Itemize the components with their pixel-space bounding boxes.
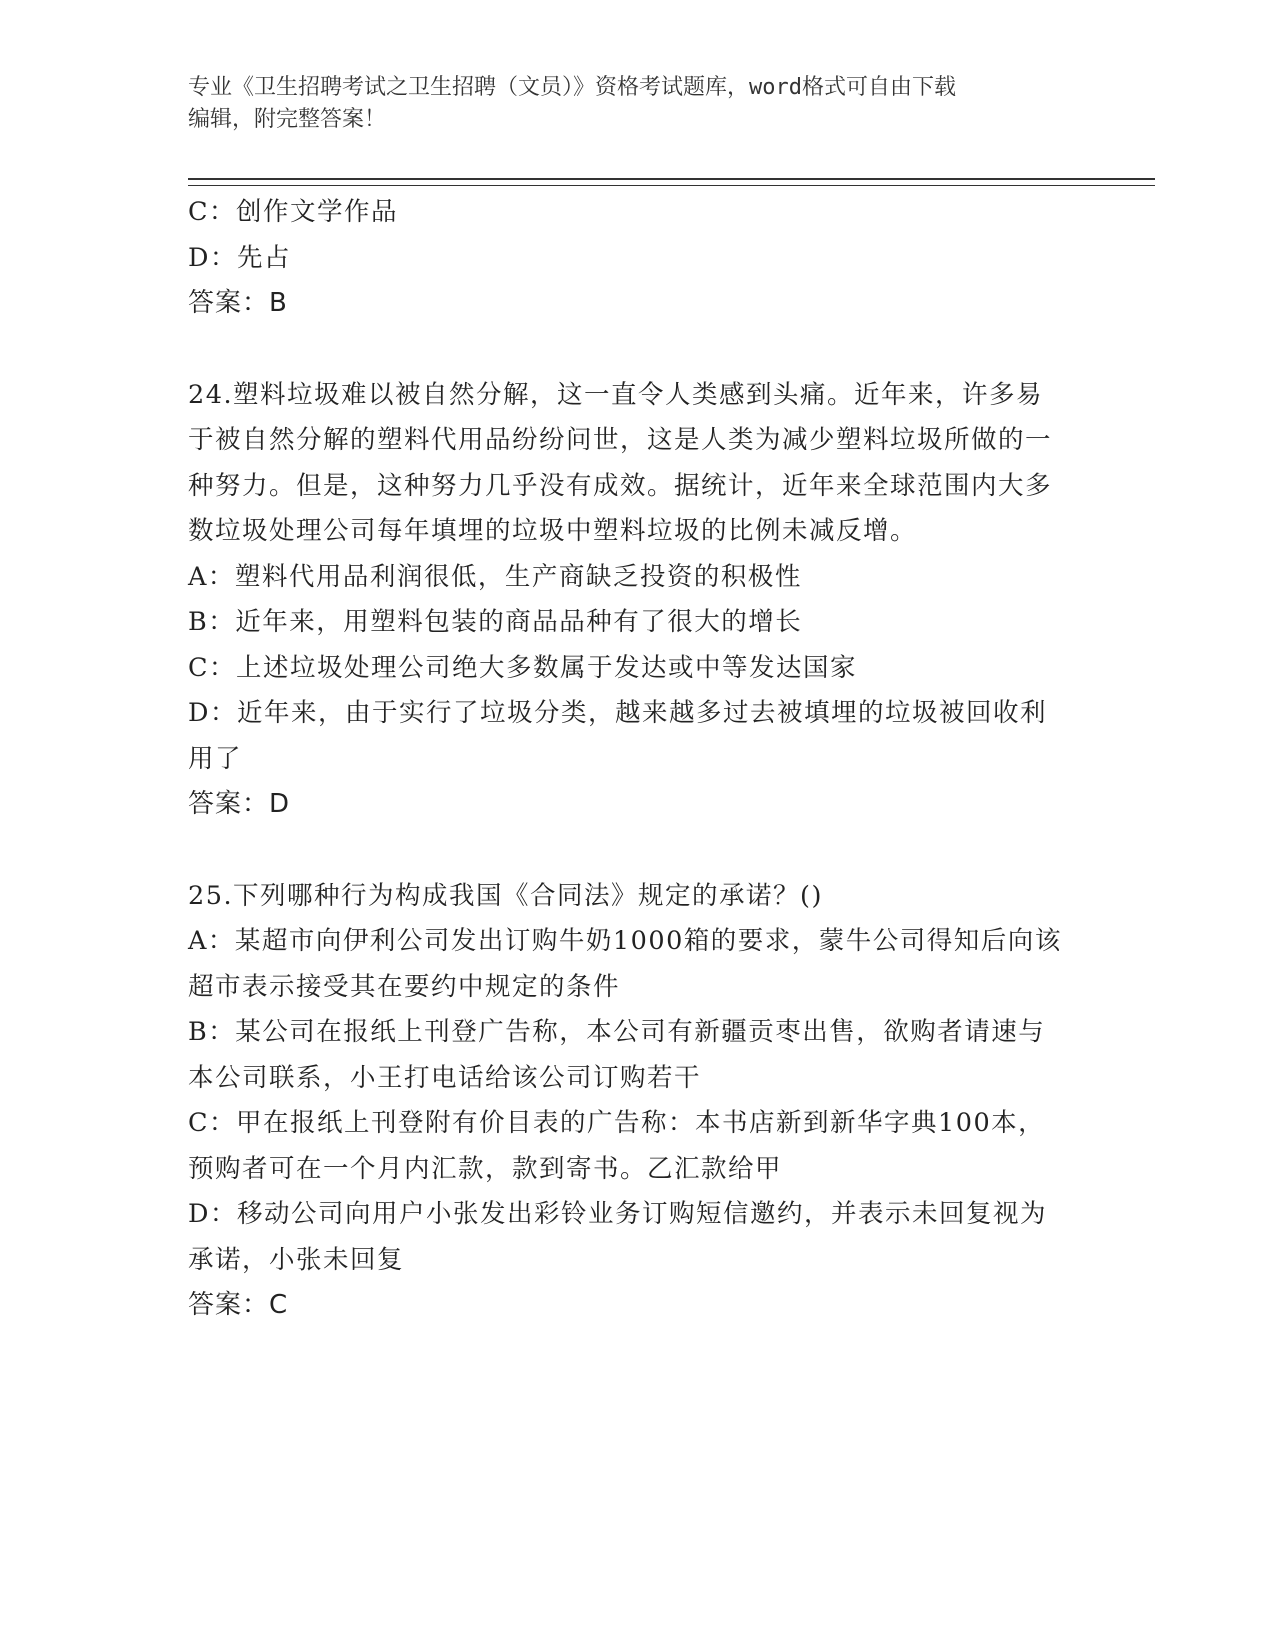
- question-content: [188, 190, 1068, 1329]
- option-b: B：某公司在报纸上刊登广告称，本公司有新疆贡枣出售，欲购者请速与本公司联系，小王打电话给该公司订购若干: [188, 1017, 1046, 1093]
- question-24: [188, 373, 1068, 828]
- answer-label: 答案：D: [188, 789, 291, 819]
- option-a: A：塑料代用品利润很低，生产商缺乏投资的积极性: [188, 561, 802, 592]
- option-d: D：近年来，由于实行了垃圾分类，越来越多过去被填埋的垃圾被回收利用了: [188, 698, 1047, 774]
- question-25: [188, 874, 1068, 1329]
- question-stem: 25.下列哪种行为构成我国《合同法》规定的承诺？(): [188, 880, 823, 911]
- option-d: D：先占: [188, 242, 291, 273]
- option-d: D：移动公司向用户小张发出彩铃业务订购短信邀约，并表示未回复视为承诺，小张未回复: [188, 1199, 1047, 1275]
- header-line-2: 编辑，附完整答案！: [188, 107, 387, 132]
- option-c: C：创作文学作品: [188, 197, 399, 227]
- answer-label: 答案：C: [188, 1290, 289, 1320]
- option-b: B：近年来，用塑料包装的商品品种有了很大的增长: [188, 607, 803, 637]
- option-c: C：甲在报纸上刊登附有价目表的广告称：本书店新到新华字典100本，预购者可在一个月内汇款，款到寄书。乙汇款给甲: [188, 1108, 1046, 1184]
- answer-label: 答案：B: [188, 288, 288, 318]
- question-stem: 24.塑料垃圾难以被自然分解，这一直令人类感到头痛。近年来，许多易于被自然分解的塑料代用品纷纷问世，这是人类为减少塑料垃圾所做的一种努力。但是，这种努力几乎没有成效。据统计，近年来全球范围内大多数垃圾处理公司每年填埋的垃圾中塑料垃圾的比例未减反增。: [188, 379, 1053, 546]
- previous-question-tail: [188, 190, 1068, 327]
- page-header: [188, 72, 1078, 136]
- option-c: C：上述垃圾处理公司绝大多数属于发达或中等发达国家: [188, 652, 858, 683]
- header-divider: [188, 178, 1155, 186]
- header-line-1: 专业《卫生招聘考试之卫生招聘（文员）》资格考试题库，word格式可自由下载: [188, 75, 956, 100]
- option-a: A：某超市向伊利公司发出订购牛奶1000箱的要求，蒙牛公司得知后向该超市表示接受其在要约中规定的条件: [188, 926, 1062, 1002]
